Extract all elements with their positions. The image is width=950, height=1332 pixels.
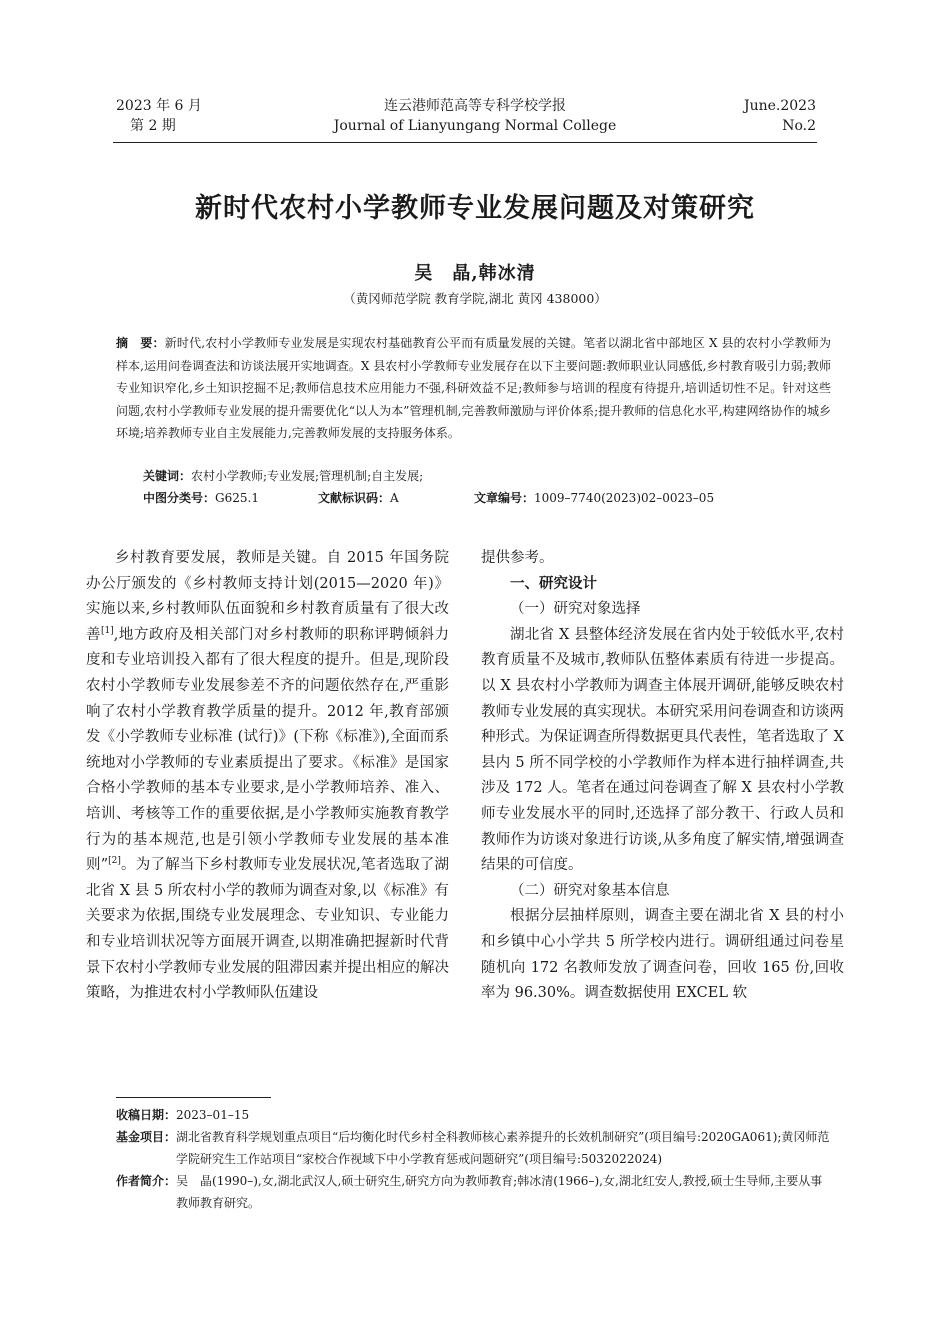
classification-value: G625.1 [215, 491, 259, 505]
article-authors: 吴 晶,韩冰清 [414, 263, 536, 284]
citation-1: [1] [101, 625, 114, 636]
footnote-rule [116, 1097, 271, 1098]
abstract-text: 新时代,农村小学教师专业发展是实现农村基础教育公平而有质量发展的关键。笔者以湖北省中部地区 X 县的农村小学教师为样本,运用问卷调查法和访谈法展开实地调查。X 县农村小学教师专业发展存在以下主要问题:教师职业认同感低,乡村教育吸引力弱;教师专业知识窄化,乡土知识挖掘不足;教师信息技术应用能力不强,科研效益不足;教师参与培训的程度有待提升,培训适切性不足。针对这些问题,农村小学教师专业发展的提升需要优化“以人为本”管理机制,完善教师激励与评价体系;提升教师的信息化水平,构建网络协作的城乡环境;培养教师专业自主发展能力,完善教师发展的支持服务体系。 [116, 336, 831, 440]
footnote-fund [116, 1126, 834, 1170]
footnote-author-bio [116, 1170, 834, 1214]
header-issue-cn: 第 2 期 [130, 118, 176, 134]
doc-code-label: 文献标识码： [318, 491, 391, 505]
fund-text: 湖北省教育科学规划重点项目“后均衡化时代乡村全科教师核心素养提升的长效机制研究”(项目编号:2020GA061);黄冈师范学院研究生工作站项目“家校合作视域下中小学教育惩戒问题研究”(项目编号:5032022024) [176, 1130, 830, 1166]
header-right [744, 96, 816, 136]
abstract [116, 332, 831, 445]
classification-label: 中图分类号： [143, 491, 216, 505]
intro-text-b: ,地方政府及相关部门对乡村教师的职称评聘倾斜力度和专业培训投入都有了很大程度的提升。但是,现阶段农村小学教师专业发展参差不齐的问题依然存在,严重影响了农村小学教育教学质量的提升。2012 年,教育部颁发《小学教师专业标准 (试行)》(下称《标准》),全面而系统地对小学教师的专业素质提出了要求。《标准》是国家合格小学教师的基本专业要求,是小学教师培养、准入、培训、考核等工作的重要依据,是小学教师实施教育教学行为的基本规范,也是引领小学教师专业发展的基本准则” [86, 626, 450, 874]
subject-selection-paragraph: 湖北省 X 县整体经济发展在省内处于较低水平,农村教育质量不及城市,教师队伍整体素质有待进一步提高。以 X 县农村小学教师为调查主体展开调研,能够反映农村教师专业发展的真实现状。本研究采用问卷调查和访谈两种形式。为保证调查所得数据更具代表性，笔者选取了 X 县内 5 所不同学校的小学教师作为样本进行抽样调查,共涉及 172 人。笔者在通过问卷调查了解 X 县农村小学教师专业发展水平的同时,还选择了部分教干、行政人员和教师作为访谈对象进行访谈,从多角度了解实情,增强调查结果的可信度。 [481, 626, 844, 874]
footnote-received [116, 1104, 834, 1126]
doc-code-value: A [390, 491, 399, 505]
keywords [143, 466, 423, 486]
header-rule [113, 142, 817, 143]
article-title: 新时代农村小学教师专业发展问题及对策研究 [195, 193, 755, 224]
received-label: 收稿日期： [116, 1108, 177, 1122]
keywords-label: 关键词： [143, 469, 192, 483]
fund-label: 基金项目： [116, 1130, 177, 1144]
right-column [481, 546, 844, 1007]
article-number-value: 1009–7740(2023)02–0023–05 [534, 491, 715, 505]
author-affiliation: （黄冈师范学院 教育学院,湖北 黄冈 438000） [343, 291, 607, 306]
header-journal-cn: 连云港师范高等专科学校学报 [384, 98, 566, 114]
intro-text-a: 乡村教育要发展，教师是关键。自 2015 年国务院办公厅颁发的《乡村教师支持计划(2015—2020 年)》实施以来,乡村教师队伍面貌和乡村教育质量有了很大改善 [86, 550, 449, 643]
subsection-heading-subject-selection: （一）研究对象选择 [510, 601, 641, 618]
author-bio-text: 吴 晶(1990–),女,湖北武汉人,硕士研究生,研究方向为教师教育;韩冰清(1966–),女,湖北红安人,教授,硕士生导师,主要从事教师教育研究。 [176, 1174, 823, 1210]
left-column [86, 546, 449, 1007]
received-date: 2023–01–15 [176, 1108, 250, 1122]
subsection-heading-basic-info: （二）研究对象基本信息 [510, 882, 670, 899]
header-issue-en: No.2 [782, 118, 816, 134]
author-bio-label: 作者简介： [116, 1174, 177, 1188]
header-date-cn: 2023 年 6 月 [116, 98, 202, 114]
intro-continuation: 提供参考。 [481, 550, 554, 566]
article-number-label: 文章编号： [474, 491, 535, 505]
abstract-label: 摘 要： [116, 336, 165, 350]
basic-info-paragraph: 根据分层抽样原则，调查主要在湖北省 X 县的村小和乡镇中心小学共 5 所学校内进行。调研组通过问卷星随机向 172 名教师发放了调查问卷，回收 165 份,回收率为 96.30%。调查数据使用 EXCEL 软 [481, 908, 844, 1002]
section-heading-research-design: 一、研究设计 [510, 575, 597, 592]
header-date-en: June.2023 [743, 98, 816, 114]
article-number [474, 488, 714, 508]
intro-paragraph [86, 546, 449, 1007]
keywords-text: 农村小学教师;专业发展;管理机制;自主发展; [191, 469, 424, 483]
intro-text-c: 。为了解当下乡村教师专业发展状况,笔者选取了湖北省 X 县 5 所农村小学的教师为调查对象,以《标准》有关要求为依据,围绕专业发展理念、专业知识、专业能力和专业培训状况等方面展开调查,以期准确把握新时代背景下农村小学教师专业发展的阻滞因素并提出相应的解决策略，为推进农村小学教师队伍建设 [86, 857, 449, 1002]
citation-2: [2] [108, 856, 121, 867]
classification-number [143, 488, 259, 508]
header-journal-en: Journal of Lianyungang Normal College [333, 118, 617, 134]
document-code [318, 488, 399, 508]
